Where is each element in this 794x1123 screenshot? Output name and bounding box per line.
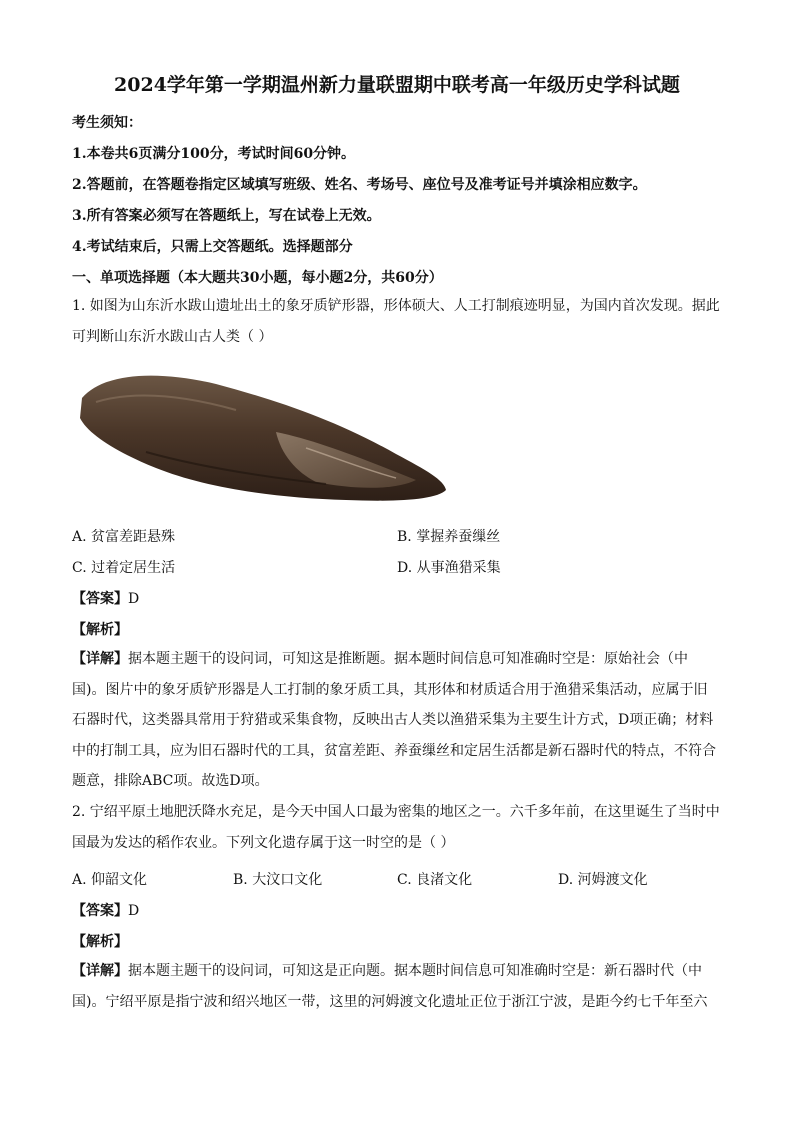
question-1-option-b: B. 掌握养蚕缫丝 bbox=[397, 529, 501, 545]
detail-text: 据本题主题干的设问词，可知这是推断题。据本题时间信息可知准确时空是：原始社会（中 bbox=[128, 651, 688, 667]
notice-item-1: 1.本卷共6页满分100分，考试时间60分钟。 bbox=[72, 146, 356, 162]
question-2-stem bbox=[72, 797, 724, 858]
detail-tag: 【详解】 bbox=[72, 963, 128, 979]
question-1-detail-line-5: 题意，排除ABC项。故选D项。 bbox=[72, 773, 269, 789]
notice-item-2: 2.答题前，在答题卷指定区域填写班级、姓名、考场号、座位号及准考证号并填涂相应数字。 bbox=[72, 177, 647, 193]
question-2-option-d: D. 河姆渡文化 bbox=[558, 872, 648, 888]
question-1-stem bbox=[72, 291, 724, 352]
question-2-option-a: A. 仰韶文化 bbox=[72, 872, 148, 888]
question-2-answer bbox=[72, 900, 139, 920]
question-1-detail-line-1 bbox=[72, 644, 724, 675]
question-1-option-d: D. 从事渔猎采集 bbox=[397, 560, 501, 576]
question-1-detail bbox=[72, 644, 724, 797]
detail-tag: 【详解】 bbox=[72, 651, 128, 667]
detail-text: 据本题主题干的设问词，可知这是正向题。据本题时间信息可知准确时空是：新石器时代（中 bbox=[128, 963, 702, 979]
answer-value: D bbox=[128, 591, 140, 607]
notice-item-3: 3.所有答案必须写在答题纸上，写在试卷上无效。 bbox=[72, 208, 381, 224]
question-1-answer bbox=[72, 588, 139, 608]
question-1-detail-line-2: 国)。图片中的象牙质铲形器是人工打制的象牙质工具，其形体和材质适合用于渔猎采集活动，应属于旧 bbox=[72, 681, 708, 698]
question-2-stem-line-1: 2. 宁绍平原土地肥沃降水充足，是今天中国人口最为密集的地区之一。六千多年前，在这里诞生了当时中 bbox=[72, 804, 720, 820]
notice-heading: 考生须知： bbox=[72, 115, 142, 131]
question-2-detail-line-2: 国)。宁绍平原是指宁波和绍兴地区一带，这里的河姆渡文化遗址正位于浙江宁波，是距今约七千年至六 bbox=[72, 993, 708, 1010]
question-2-analysis-tag: 【解析】 bbox=[72, 934, 128, 950]
question-2-detail-line-1 bbox=[72, 956, 724, 987]
question-1-stem-line-1: 1. 如图为山东沂水跋山遗址出土的象牙质铲形器，形体硕大、人工打制痕迹明显，为国内首次发现。据此 bbox=[72, 298, 720, 314]
ivory-shovel-artifact-image bbox=[76, 362, 448, 518]
exam-title: 2024学年第一学期温州新力量联盟期中联考高一年级历史学科试题 bbox=[114, 74, 680, 96]
question-2-option-b: B. 大汶口文化 bbox=[233, 872, 323, 888]
question-1-analysis-tag: 【解析】 bbox=[72, 622, 128, 638]
section-heading: 一、单项选择题（本大题共30小题，每小题2分，共60分） bbox=[72, 270, 443, 286]
question-1-detail-line-3: 石器时代，这类器具常用于狩猎或采集食物，反映出古人类以渔猎采集为主要生计方式，D项正确；材料 bbox=[72, 712, 714, 728]
answer-tag: 【答案】 bbox=[72, 591, 128, 607]
question-1-option-a: A. 贫富差距悬殊 bbox=[72, 529, 176, 545]
question-2-stem-line-2: 国最为发达的稻作农业。下列文化遗存属于这一时空的是（ ） bbox=[72, 834, 455, 851]
answer-tag: 【答案】 bbox=[72, 903, 128, 919]
answer-value: D bbox=[128, 903, 140, 919]
question-1-stem-line-2: 可判断山东沂水跋山古人类（ ） bbox=[72, 328, 273, 345]
question-1-detail-line-4: 中的打制工具，应为旧石器时代的工具，贫富差距、养蚕缫丝和定居生活都是新石器时代的特点，不符合 bbox=[72, 742, 716, 759]
notice-item-4: 4.考试结束后，只需上交答题纸。选择题部分 bbox=[72, 239, 353, 255]
question-1-option-c: C. 过着定居生活 bbox=[72, 560, 176, 576]
question-2-detail bbox=[72, 956, 724, 1017]
question-2-option-c: C. 良渚文化 bbox=[397, 872, 473, 888]
